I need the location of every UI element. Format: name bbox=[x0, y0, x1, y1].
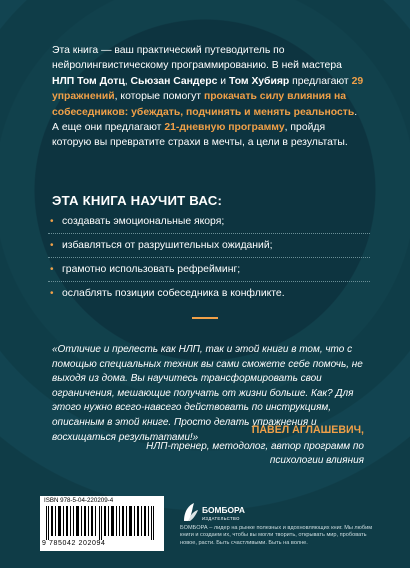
section-heading: ЭТА КНИГА НАУЧИТ ВАС: bbox=[52, 193, 223, 208]
bombora-leaf-icon bbox=[184, 503, 198, 521]
intro-separator-2: и bbox=[217, 75, 229, 87]
program-highlight: 21-дневную программу bbox=[164, 122, 285, 134]
intro-separator-1: , bbox=[124, 75, 131, 87]
list-item-text: избавляться от разрушительных ожиданий; bbox=[62, 240, 273, 251]
list-item bbox=[48, 258, 370, 282]
bullet-icon: • bbox=[50, 288, 54, 299]
bullet-icon: • bbox=[50, 240, 54, 251]
publisher-description: БОМБОРА – лидер на рынке полезных и вдохновляющих книг. Мы любим книги и создаем их, чтобы вы могли творить, открывать мир, пробовать новое, расти. Быть счастливыми. Быть на волне. bbox=[180, 525, 373, 546]
barcode-bars bbox=[46, 506, 158, 540]
bullet-icon: • bbox=[50, 216, 54, 227]
list-item-text: ослаблять позиции собеседника в конфликте. bbox=[62, 288, 285, 299]
quote-author-role: НЛП-тренер, методолог, автор программ по психологии влияния bbox=[146, 441, 364, 466]
quote-author: ПАВЕЛ АГЛАШЕВИЧ, bbox=[251, 424, 364, 436]
review-quote: «Отличие и прелесть как НЛП, так и этой книги в том, что с помощью специальных техник вы сами сможете себе помочь, не выходя из дома. Вы научитесь трансформировать свои ограничения, мешающие получать от жизни больше. Как? Для этого нужно всего-навсего действовать по инструкциям, описанным в этой книге. Просто делать упражнения и восхищаться результатами!» bbox=[52, 344, 363, 443]
author-name-1: НЛП Том Дотц bbox=[52, 75, 125, 87]
publisher-logo bbox=[180, 501, 250, 523]
intro-highlight: прокачать силу влияния на собеседников: убеждать, подчинять и менять реальность bbox=[52, 91, 355, 118]
skills-list bbox=[48, 210, 370, 305]
intro-text-1: Эта книга — ваш практический путеводитель по нейролингвистическому программированию. В ней мастера bbox=[52, 45, 342, 72]
intro-paragraph bbox=[52, 43, 364, 151]
publisher-subtitle: ИЗДАТЕЛЬСТВО bbox=[202, 516, 240, 521]
list-item bbox=[48, 234, 370, 258]
list-item bbox=[48, 210, 370, 234]
exercise-count: 29 упражнений bbox=[52, 75, 364, 103]
divider bbox=[192, 317, 218, 319]
isbn-label: ISBN 978-5-04-220209-4 bbox=[44, 497, 114, 504]
barcode-digits: 9 785042 202094 bbox=[42, 540, 106, 547]
author-name-2: Сьюзан Сандерс bbox=[130, 75, 218, 87]
list-item-text: грамотно использовать рефрейминг; bbox=[62, 264, 241, 275]
intro-text-2: предлагают bbox=[289, 75, 352, 87]
intro-text-5: , пройдя которую вы превратите страхи в мечты, а цели в результаты. bbox=[52, 122, 348, 149]
list-item-text: создавать эмоциональные якоря; bbox=[62, 216, 225, 227]
barcode bbox=[40, 496, 164, 551]
intro-text-3: , которые помогут bbox=[114, 91, 204, 103]
list-item bbox=[48, 282, 370, 305]
author-name-3: Том Хубияр bbox=[229, 75, 290, 87]
bullet-icon: • bbox=[50, 264, 54, 275]
publisher-name: БОМБОРА bbox=[202, 505, 245, 515]
intro-text-4: . А еще они предлагают bbox=[52, 106, 358, 134]
